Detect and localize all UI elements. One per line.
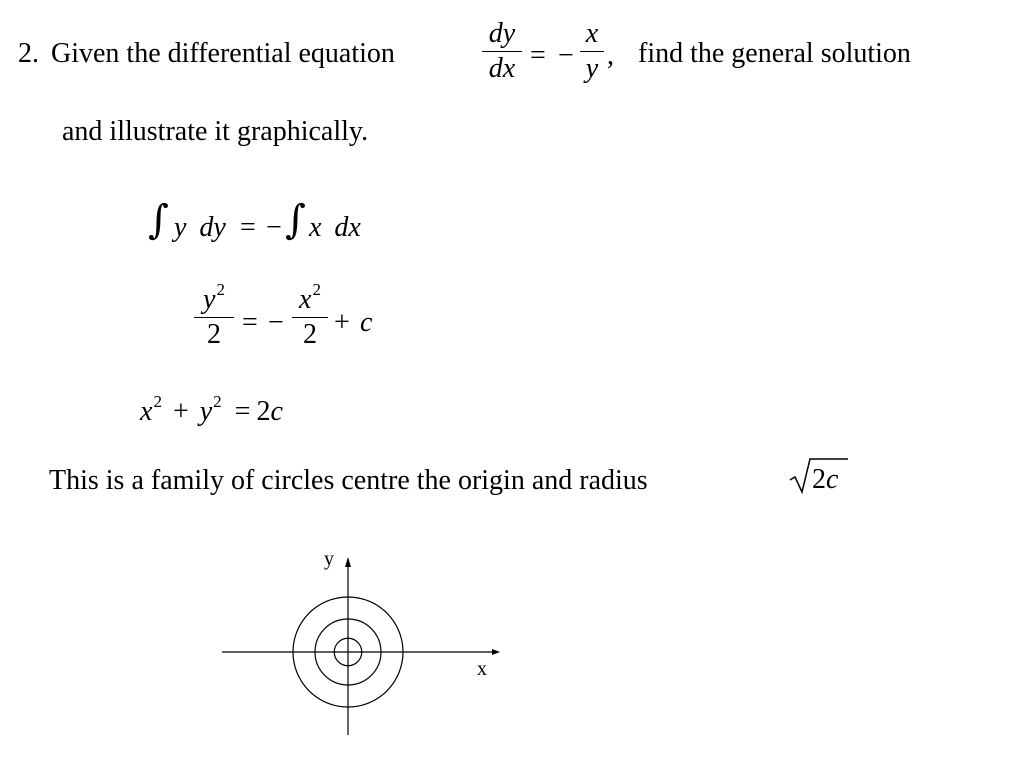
radius-coefficient: 2 <box>812 464 826 495</box>
step3-equals: = <box>234 396 251 427</box>
step3-plus: + <box>172 396 189 427</box>
step1-minus: − <box>266 212 282 243</box>
step3-x-exponent: 2 <box>153 392 162 411</box>
equation-comma: , <box>607 40 614 71</box>
equation-lhs-denominator: dx <box>488 53 516 84</box>
step2-lhs-exponent: 2 <box>216 280 225 299</box>
equation-minus: − <box>558 40 574 71</box>
integral-sign-left: ∫ <box>148 197 169 243</box>
step1-equals: = <box>240 212 256 243</box>
circle-family-graph <box>210 545 510 745</box>
equation-rhs-denominator: y <box>585 53 599 84</box>
step1-rhs: x dx <box>309 212 361 243</box>
equation-rhs-numerator: x <box>585 18 599 49</box>
step2-lhs-fraction <box>194 280 234 350</box>
step3-y-exponent: 2 <box>213 392 222 411</box>
question-line-2: and illustrate it graphically. <box>62 116 369 147</box>
equation-lhs-numerator: dy <box>488 18 516 49</box>
question-text-before: Given the differential equation <box>51 38 395 69</box>
equation-rhs-fraction <box>580 20 604 83</box>
x-axis-label: x <box>477 658 487 680</box>
step2-equals: = <box>242 307 258 338</box>
step3-equation <box>140 392 283 427</box>
step2-plus: + <box>334 307 350 338</box>
y-axis-arrow <box>345 557 351 567</box>
integral-sign-right: ∫ <box>285 197 306 243</box>
step2-lhs-var: y <box>203 284 216 315</box>
question-number: 2. <box>18 38 39 69</box>
x-axis-arrow <box>492 649 500 655</box>
step2-minus: − <box>268 307 284 338</box>
step1-lhs: y dy <box>174 212 226 243</box>
conclusion-text: This is a family of circles centre the origin and radius <box>49 465 648 496</box>
step2-rhs-exponent: 2 <box>312 280 321 299</box>
radius-sqrt <box>788 456 850 496</box>
step2-constant: c <box>360 307 373 338</box>
question-text-after: find the general solution <box>638 38 911 69</box>
radius-variable: c <box>826 464 839 495</box>
step2-rhs-fraction <box>292 280 328 350</box>
step3-rhs-variable: c <box>270 396 283 427</box>
step3-x: x <box>140 396 153 427</box>
step3-rhs-coefficient: 2 <box>256 396 271 427</box>
step3-y: y <box>199 396 213 427</box>
step2-lhs-denominator: 2 <box>207 319 221 350</box>
equation-lhs-fraction <box>482 20 522 83</box>
y-axis-label: y <box>324 548 334 570</box>
step2-rhs-var: x <box>299 284 312 315</box>
step2-rhs-denominator: 2 <box>303 319 317 350</box>
equation-equals: = <box>530 40 546 71</box>
